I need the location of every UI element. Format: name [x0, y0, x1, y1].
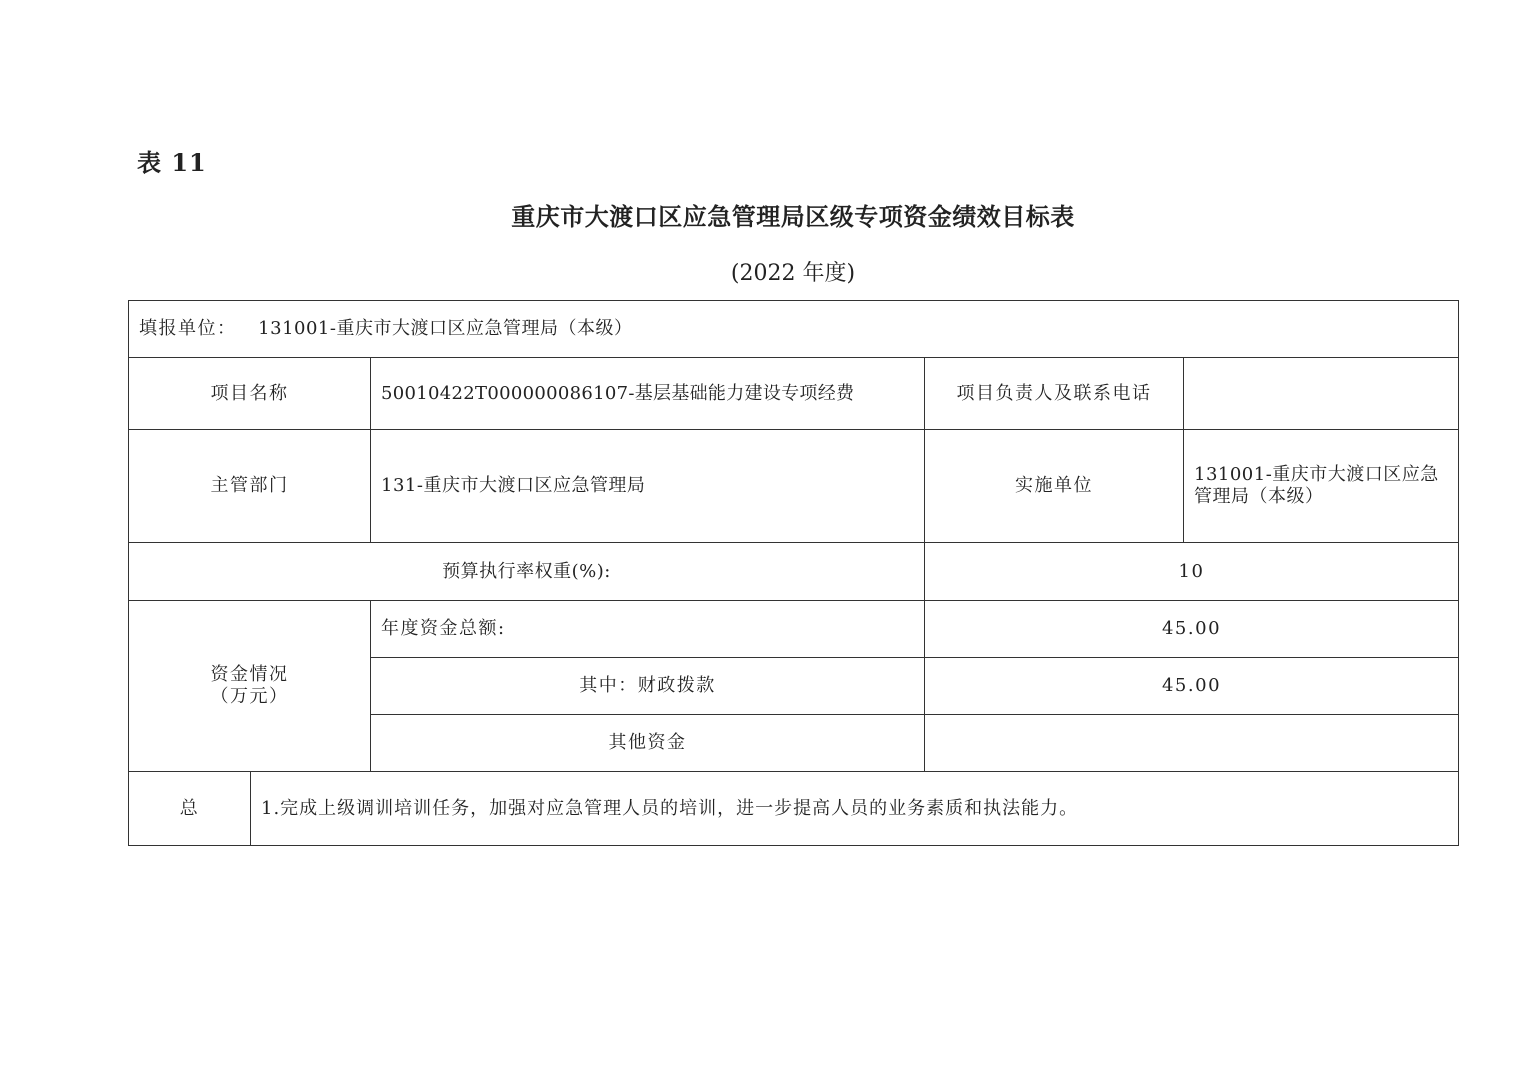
goal-row	[129, 772, 1459, 846]
funds-fiscal-value: 45.00	[925, 658, 1459, 715]
reporting-unit-row	[129, 301, 1459, 358]
budget-weight-value: 10	[925, 543, 1459, 601]
project-row	[129, 358, 1459, 430]
budget-weight-row	[129, 543, 1459, 601]
document-subtitle: (2022 年度)	[730, 261, 856, 286]
implementing-unit-line-1: 131001-重庆市大渡口区应急	[1194, 464, 1439, 486]
budget-weight-label: 预算执行率权重(%):	[129, 543, 925, 601]
reporting-unit-value: 131001-重庆市大渡口区应急管理局（本级）	[258, 318, 633, 340]
document-title: 重庆市大渡口区应急管理局区级专项资金绩效目标表	[511, 202, 1075, 231]
project-contact-label: 项目负责人及联系电话	[925, 358, 1184, 430]
funds-other-value	[925, 715, 1459, 772]
funds-total-value: 45.00	[925, 601, 1459, 658]
implementing-unit-label: 实施单位	[925, 430, 1184, 543]
project-name-value: 50010422T000000086107-基层基础能力建设专项经费	[371, 358, 925, 430]
reporting-unit-cell	[129, 301, 1459, 358]
project-name-label: 项目名称	[129, 358, 371, 430]
department-label: 主管部门	[129, 430, 371, 543]
performance-target-table	[128, 300, 1459, 846]
implementing-unit-line-2: 管理局（本级）	[1194, 486, 1324, 507]
funds-label	[129, 601, 371, 772]
funds-total-label: 年度资金总额:	[371, 601, 925, 658]
funds-total-row	[129, 601, 1459, 658]
funds-other-label: 其他资金	[371, 715, 925, 772]
goal-text: 1.完成上级调训培训任务，加强对应急管理人员的培训，进一步提高人员的业务素质和执法能力。	[251, 772, 1459, 846]
funds-fiscal-label: 其中：财政拨款	[371, 658, 925, 715]
department-value: 131-重庆市大渡口区应急管理局	[371, 430, 925, 543]
project-contact-value	[1184, 358, 1459, 430]
funds-label-line-2: （万元）	[210, 686, 289, 707]
table-number: 表 11	[137, 148, 207, 177]
reporting-unit-label: 填报单位：	[139, 318, 237, 340]
department-row	[129, 430, 1459, 543]
funds-label-line-1: 资金情况	[210, 664, 289, 686]
goal-label: 总	[129, 772, 251, 846]
implementing-unit-value	[1184, 430, 1459, 543]
